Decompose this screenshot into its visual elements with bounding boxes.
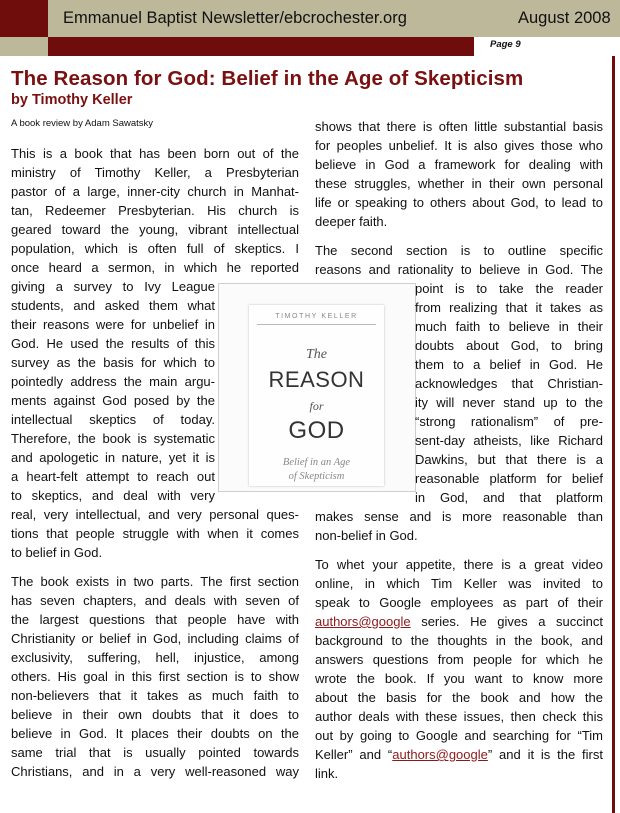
text-line: same trial that is usually pointed towards: [11, 745, 299, 760]
text-line: their reasons were for unbelief in: [11, 317, 215, 332]
cover-title-the: The: [306, 347, 327, 362]
authors-google-link[interactable]: authors@google: [392, 747, 488, 762]
text-line: intellectual skeptics of today.: [11, 412, 215, 427]
text-line: background to the thoughts in the book, and: [315, 633, 603, 648]
header-dark-block: [0, 0, 48, 37]
right-column: [315, 117, 603, 783]
text-line: pointedly address the main argu-: [11, 374, 215, 389]
text-line: believe in their own doubts that it does to: [11, 707, 299, 722]
text-line: has seven chapters, and deals with seven of: [11, 593, 299, 608]
text-line: deeper faith.: [315, 214, 388, 229]
text-line: geared toward the young, vibrant intellectual: [11, 222, 299, 237]
text-line: the largest questions that people have with: [11, 612, 299, 627]
text-line: non-believers that it takes as much faith to: [11, 688, 299, 703]
text-line: much faith to believe in their: [415, 319, 603, 334]
text-line: life or speaking to others about God, to lead to: [315, 195, 603, 210]
text-line: exclusivity, suffering, hell, injustice, among: [11, 650, 299, 665]
text-line: speak to Google employees as part of their: [315, 595, 603, 610]
text-line: Therefore, the book is systematic: [11, 431, 215, 446]
text-line: reasons and rationality to believe in God. The: [315, 262, 603, 277]
text-line: them to a belief in God. He: [415, 357, 603, 372]
text-line: God. He used the results of this: [11, 336, 215, 351]
text-line: giving a survey to Ivy League: [11, 279, 215, 294]
cover-title-reason: REASON: [268, 367, 365, 392]
text-line: ity will never stand up to the: [415, 395, 603, 410]
text-line: ministry of Timothy Keller, a Presbyterian: [11, 165, 299, 180]
text-line: in God, and that platform: [415, 490, 603, 505]
text-line: acknowledges that Christian-: [415, 376, 603, 391]
text-line: believe in God. It places their doubts on the: [11, 726, 299, 741]
text-span: Keller” and “: [315, 747, 393, 762]
text-line: sent-day atheists, like Richard: [415, 433, 603, 448]
text-line: a heart-felt attempt to reach out: [11, 469, 215, 484]
text-line: To whet your appetite, there is a great video: [315, 557, 603, 572]
text-line: point is to take the reader: [415, 281, 603, 296]
text-line: This is a book that has been born out of the: [11, 146, 299, 161]
text-line: online, in which Tim Keller was invited to: [315, 576, 603, 591]
text-line: from realizing that it takes as: [415, 300, 603, 315]
text-line: real, very intellectual, and very personal ques-: [11, 507, 299, 522]
text-line: Dawkins, but that there is a: [415, 452, 603, 467]
cover-subtitle: of Skepticism: [288, 471, 345, 482]
cover-subtitle: Belief in an Age: [282, 457, 351, 468]
text-line: these struggles, whether in their own personal: [315, 176, 603, 191]
text-line: link.: [315, 766, 339, 781]
cover-author: TIMOTHY KELLER: [275, 313, 358, 320]
text-span: series. He gives a succinct: [410, 614, 603, 629]
article-title: The Reason for God: Belief in the Age of Skepticism: [11, 67, 524, 90]
text-line: answers questions from people for which he: [315, 652, 603, 667]
newsletter-title: Emmanuel Baptist Newsletter/ebcrochester.org: [63, 9, 407, 27]
text-line: to belief in God.: [11, 545, 103, 560]
text-line: The second section is to outline specific: [315, 243, 603, 258]
text-line: out by going to Google and searching for “Tim: [315, 728, 603, 743]
issue-date: August 2008: [518, 9, 611, 27]
text-line: shows that there is often little substantial basis: [315, 119, 603, 134]
text-line: reasonable platform for belief: [415, 471, 603, 486]
text-line: wrote the book. If you want to know more: [315, 671, 603, 686]
text-line: makes sense and is more reasonable than: [315, 509, 603, 524]
text-line: survey as the basis for which to: [11, 355, 215, 370]
authors-google-link[interactable]: authors@google: [315, 614, 411, 629]
page-number: Page 9: [490, 39, 521, 50]
text-line: Christianity or belief in God, including claims of: [11, 631, 299, 646]
text-line: believe in God a framework for dealing with: [315, 157, 603, 172]
text-line: and apologetic in nature, yet it is: [11, 450, 215, 465]
header-left-underbar: [0, 37, 48, 56]
text-line: Christians, and in a very well-reasoned way: [11, 764, 299, 779]
text-line: [315, 745, 603, 764]
text-line: for peoples unbelief. It is also gives those who: [315, 138, 603, 153]
text-line: ments against God posed by the: [11, 393, 215, 408]
right-border-rule: [612, 56, 615, 813]
text-line: doubts about God, to bring: [415, 338, 603, 353]
review-credit: A book review by Adam Sawatsky: [11, 118, 154, 129]
text-line: about the basis for the book and how the: [315, 690, 603, 705]
text-line: others. His goal in this first section is to show: [11, 669, 299, 684]
text-line: once heard a sermon, in which he reported: [11, 260, 299, 275]
text-line: to skeptics, and deal with very: [11, 488, 215, 503]
text-line: students, and asked them what: [11, 298, 215, 313]
text-line: population, which is often full of skeptics. I: [11, 241, 299, 256]
text-line: pastor of a large, inner-city church in Manhat-: [11, 184, 299, 199]
cover-title-for: for: [309, 399, 324, 413]
text-line: The book exists in two parts. The first section: [11, 574, 299, 589]
article-byline: by Timothy Keller: [11, 92, 133, 108]
text-line: author deals with these issues, then check this: [315, 709, 603, 724]
text-line: tan, Redeemer Presbyterian. His church is: [11, 203, 299, 218]
text-span: ” and it is the first: [487, 747, 603, 762]
text-line: non-belief in God.: [315, 528, 418, 543]
cover-title-god: GOD: [288, 417, 345, 444]
text-line: “strong rationalism” of pre-: [415, 414, 603, 429]
text-line: tions that people struggle with when it comes: [11, 526, 299, 541]
text-line: [315, 612, 603, 631]
